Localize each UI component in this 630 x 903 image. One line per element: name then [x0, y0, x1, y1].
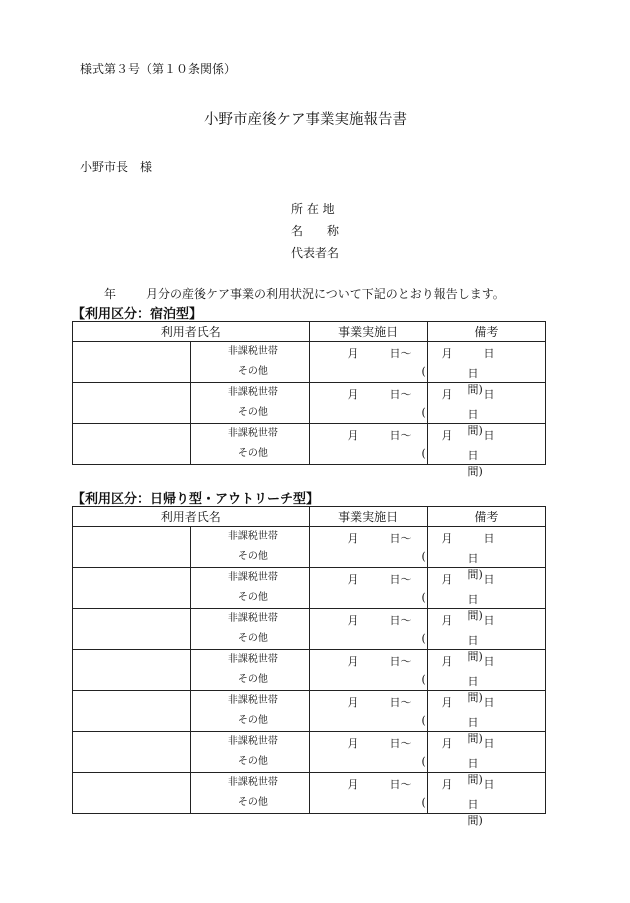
- category-cell: [191, 527, 309, 568]
- implementation-date-cell[interactable]: [309, 650, 495, 704]
- start-month-unit: 月: [347, 778, 359, 791]
- date-range-line: [310, 650, 495, 670]
- category-other: その他: [237, 366, 268, 377]
- duration-days-unit: 日間): [467, 798, 483, 827]
- implementation-date-cell[interactable]: [309, 773, 495, 827]
- duration-days-unit: 日間): [467, 716, 483, 745]
- implementation-date-cell[interactable]: [309, 732, 495, 786]
- duration-days-unit: 日間): [467, 408, 483, 437]
- implementation-date-cell[interactable]: [309, 691, 495, 745]
- category-tax-exempt: 非課税世帯: [227, 613, 278, 624]
- start-month-unit: 月: [347, 532, 359, 545]
- duration-line: [310, 362, 483, 396]
- start-day-unit: 日～: [389, 696, 412, 709]
- start-month-unit: 月: [347, 573, 359, 586]
- date-range-line: [310, 383, 495, 403]
- start-day-unit: 日～: [389, 655, 412, 668]
- user-name-cell[interactable]: [73, 732, 191, 773]
- form-number: 様式第３号（第１０条関係）: [80, 62, 237, 76]
- user-name-cell[interactable]: [73, 424, 191, 465]
- category-cell: [191, 691, 309, 732]
- duration-open-paren: (: [421, 447, 426, 460]
- duration-line: [310, 752, 483, 786]
- duration-open-paren: (: [421, 714, 426, 727]
- duration-days-unit: 日間): [467, 552, 483, 581]
- end-day-unit: 日: [483, 532, 495, 545]
- category-cell: [191, 609, 309, 650]
- start-month-unit: 月: [347, 347, 359, 360]
- start-month-unit: 月: [347, 614, 359, 627]
- start-day-unit: 日～: [389, 532, 412, 545]
- date-range-line: [310, 527, 495, 547]
- end-day-unit: 日: [483, 347, 495, 360]
- end-day-unit: 日: [483, 573, 495, 586]
- start-month-unit: 月: [347, 655, 359, 668]
- date-range-line: [310, 424, 495, 444]
- overnight-usage-table: [72, 321, 546, 478]
- header-implementation-date: 事業実施日: [309, 507, 427, 527]
- date-range-line: [310, 691, 495, 711]
- implementation-date-cell[interactable]: [309, 568, 495, 622]
- duration-days-unit: 日間): [467, 367, 483, 396]
- name-label: 名 称: [291, 224, 340, 238]
- end-day-unit: 日: [483, 614, 495, 627]
- end-day-unit: 日: [483, 778, 495, 791]
- start-day-unit: 日～: [389, 573, 412, 586]
- duration-days-unit: 日間): [467, 634, 483, 663]
- end-month-unit: 月: [441, 696, 453, 709]
- section-heading-overnight: 【利用区分：宿泊型】: [72, 307, 203, 322]
- usage-row: [73, 342, 546, 383]
- category-cell: [191, 383, 309, 424]
- category-other: その他: [237, 715, 268, 726]
- category-cell: [191, 342, 309, 383]
- category-tax-exempt: 非課税世帯: [227, 572, 278, 583]
- header-implementation-date: 事業実施日: [309, 322, 427, 342]
- category-other: その他: [237, 592, 268, 603]
- category-other: その他: [237, 633, 268, 644]
- date-range-line: [310, 568, 495, 588]
- end-month-unit: 月: [441, 655, 453, 668]
- end-month-unit: 月: [441, 388, 453, 401]
- category-tax-exempt: 非課税世帯: [227, 346, 278, 357]
- category-tax-exempt: 非課税世帯: [227, 531, 278, 542]
- category-tax-exempt: 非課税世帯: [227, 428, 278, 439]
- start-day-unit: 日～: [389, 778, 412, 791]
- start-day-unit: 日～: [389, 737, 412, 750]
- start-month-unit: 月: [347, 696, 359, 709]
- date-range-line: [310, 773, 495, 793]
- category-cell: [191, 424, 309, 465]
- start-day-unit: 日～: [389, 429, 412, 442]
- header-user-name: 利用者氏名: [73, 507, 310, 527]
- table-header-row: [73, 507, 546, 527]
- user-name-cell[interactable]: [73, 650, 191, 691]
- duration-open-paren: (: [421, 365, 426, 378]
- implementation-date-cell[interactable]: [309, 527, 495, 581]
- category-tax-exempt: 非課税世帯: [227, 777, 278, 788]
- implementation-date-cell[interactable]: [309, 609, 495, 663]
- user-name-cell[interactable]: [73, 568, 191, 609]
- daytrip-usage-table: [72, 506, 546, 827]
- user-name-cell[interactable]: [73, 609, 191, 650]
- end-month-unit: 月: [441, 614, 453, 627]
- end-month-unit: 月: [441, 347, 453, 360]
- document-title: 小野市産後ケア事業実施報告書: [204, 112, 407, 128]
- duration-line: [310, 793, 483, 827]
- end-month-unit: 月: [441, 532, 453, 545]
- duration-open-paren: (: [421, 406, 426, 419]
- end-day-unit: 日: [483, 429, 495, 442]
- table-header-row: [73, 322, 546, 342]
- duration-line: [310, 670, 483, 704]
- start-month-unit: 月: [347, 388, 359, 401]
- duration-line: [310, 711, 483, 745]
- duration-days-unit: 日間): [467, 449, 483, 478]
- date-range-line: [310, 342, 495, 362]
- user-name-cell[interactable]: [73, 342, 191, 383]
- category-other: その他: [237, 756, 268, 767]
- category-other: その他: [237, 407, 268, 418]
- end-month-unit: 月: [441, 778, 453, 791]
- category-other: その他: [237, 551, 268, 562]
- duration-days-unit: 日間): [467, 757, 483, 786]
- category-other: その他: [237, 797, 268, 808]
- statement-text: 月分の産後ケア事業の利用状況について下記のとおり報告します。: [146, 287, 505, 301]
- category-cell: [191, 568, 309, 609]
- usage-row: [73, 527, 546, 568]
- implementation-date-cell[interactable]: [309, 424, 495, 478]
- start-month-unit: 月: [347, 737, 359, 750]
- duration-line: [310, 588, 483, 622]
- duration-days-unit: 日間): [467, 593, 483, 622]
- end-day-unit: 日: [483, 388, 495, 401]
- category-tax-exempt: 非課税世帯: [227, 387, 278, 398]
- duration-open-paren: (: [421, 632, 426, 645]
- duration-open-paren: (: [421, 673, 426, 686]
- category-cell: [191, 650, 309, 691]
- header-remarks: 備考: [427, 322, 545, 342]
- implementation-date-cell[interactable]: [309, 342, 495, 396]
- duration-line: [310, 629, 483, 663]
- header-remarks: 備考: [427, 507, 545, 527]
- end-month-unit: 月: [441, 429, 453, 442]
- category-cell: [191, 773, 309, 814]
- statement-year: 年: [104, 287, 117, 301]
- user-name-cell[interactable]: [73, 691, 191, 732]
- duration-open-paren: (: [421, 591, 426, 604]
- duration-line: [310, 403, 483, 437]
- category-tax-exempt: 非課税世帯: [227, 736, 278, 747]
- category-tax-exempt: 非課税世帯: [227, 654, 278, 665]
- user-name-cell[interactable]: [73, 773, 191, 814]
- start-day-unit: 日～: [389, 614, 412, 627]
- date-range-line: [310, 609, 495, 629]
- category-other: その他: [237, 448, 268, 459]
- end-month-unit: 月: [441, 737, 453, 750]
- implementation-date-cell[interactable]: [309, 383, 495, 437]
- duration-open-paren: (: [421, 796, 426, 809]
- duration-open-paren: (: [421, 550, 426, 563]
- duration-days-unit: 日間): [467, 675, 483, 704]
- section-heading-daytrip: 【利用区分：日帰り型・アウトリーチ型】: [72, 492, 320, 507]
- category-cell: [191, 732, 309, 773]
- end-day-unit: 日: [483, 655, 495, 668]
- category-other: その他: [237, 674, 268, 685]
- header-user-name: 利用者氏名: [73, 322, 310, 342]
- representative-label: 代表者名: [291, 246, 340, 260]
- end-day-unit: 日: [483, 737, 495, 750]
- user-name-cell[interactable]: [73, 383, 191, 424]
- addressee: 小野市長 様: [80, 160, 153, 174]
- start-day-unit: 日～: [389, 347, 412, 360]
- start-day-unit: 日～: [389, 388, 412, 401]
- date-range-line: [310, 732, 495, 752]
- duration-line: [310, 444, 483, 478]
- end-month-unit: 月: [441, 573, 453, 586]
- user-name-cell[interactable]: [73, 527, 191, 568]
- category-tax-exempt: 非課税世帯: [227, 695, 278, 706]
- location-label: 所 在 地: [291, 202, 335, 216]
- duration-line: [310, 547, 483, 581]
- end-day-unit: 日: [483, 696, 495, 709]
- duration-open-paren: (: [421, 755, 426, 768]
- start-month-unit: 月: [347, 429, 359, 442]
